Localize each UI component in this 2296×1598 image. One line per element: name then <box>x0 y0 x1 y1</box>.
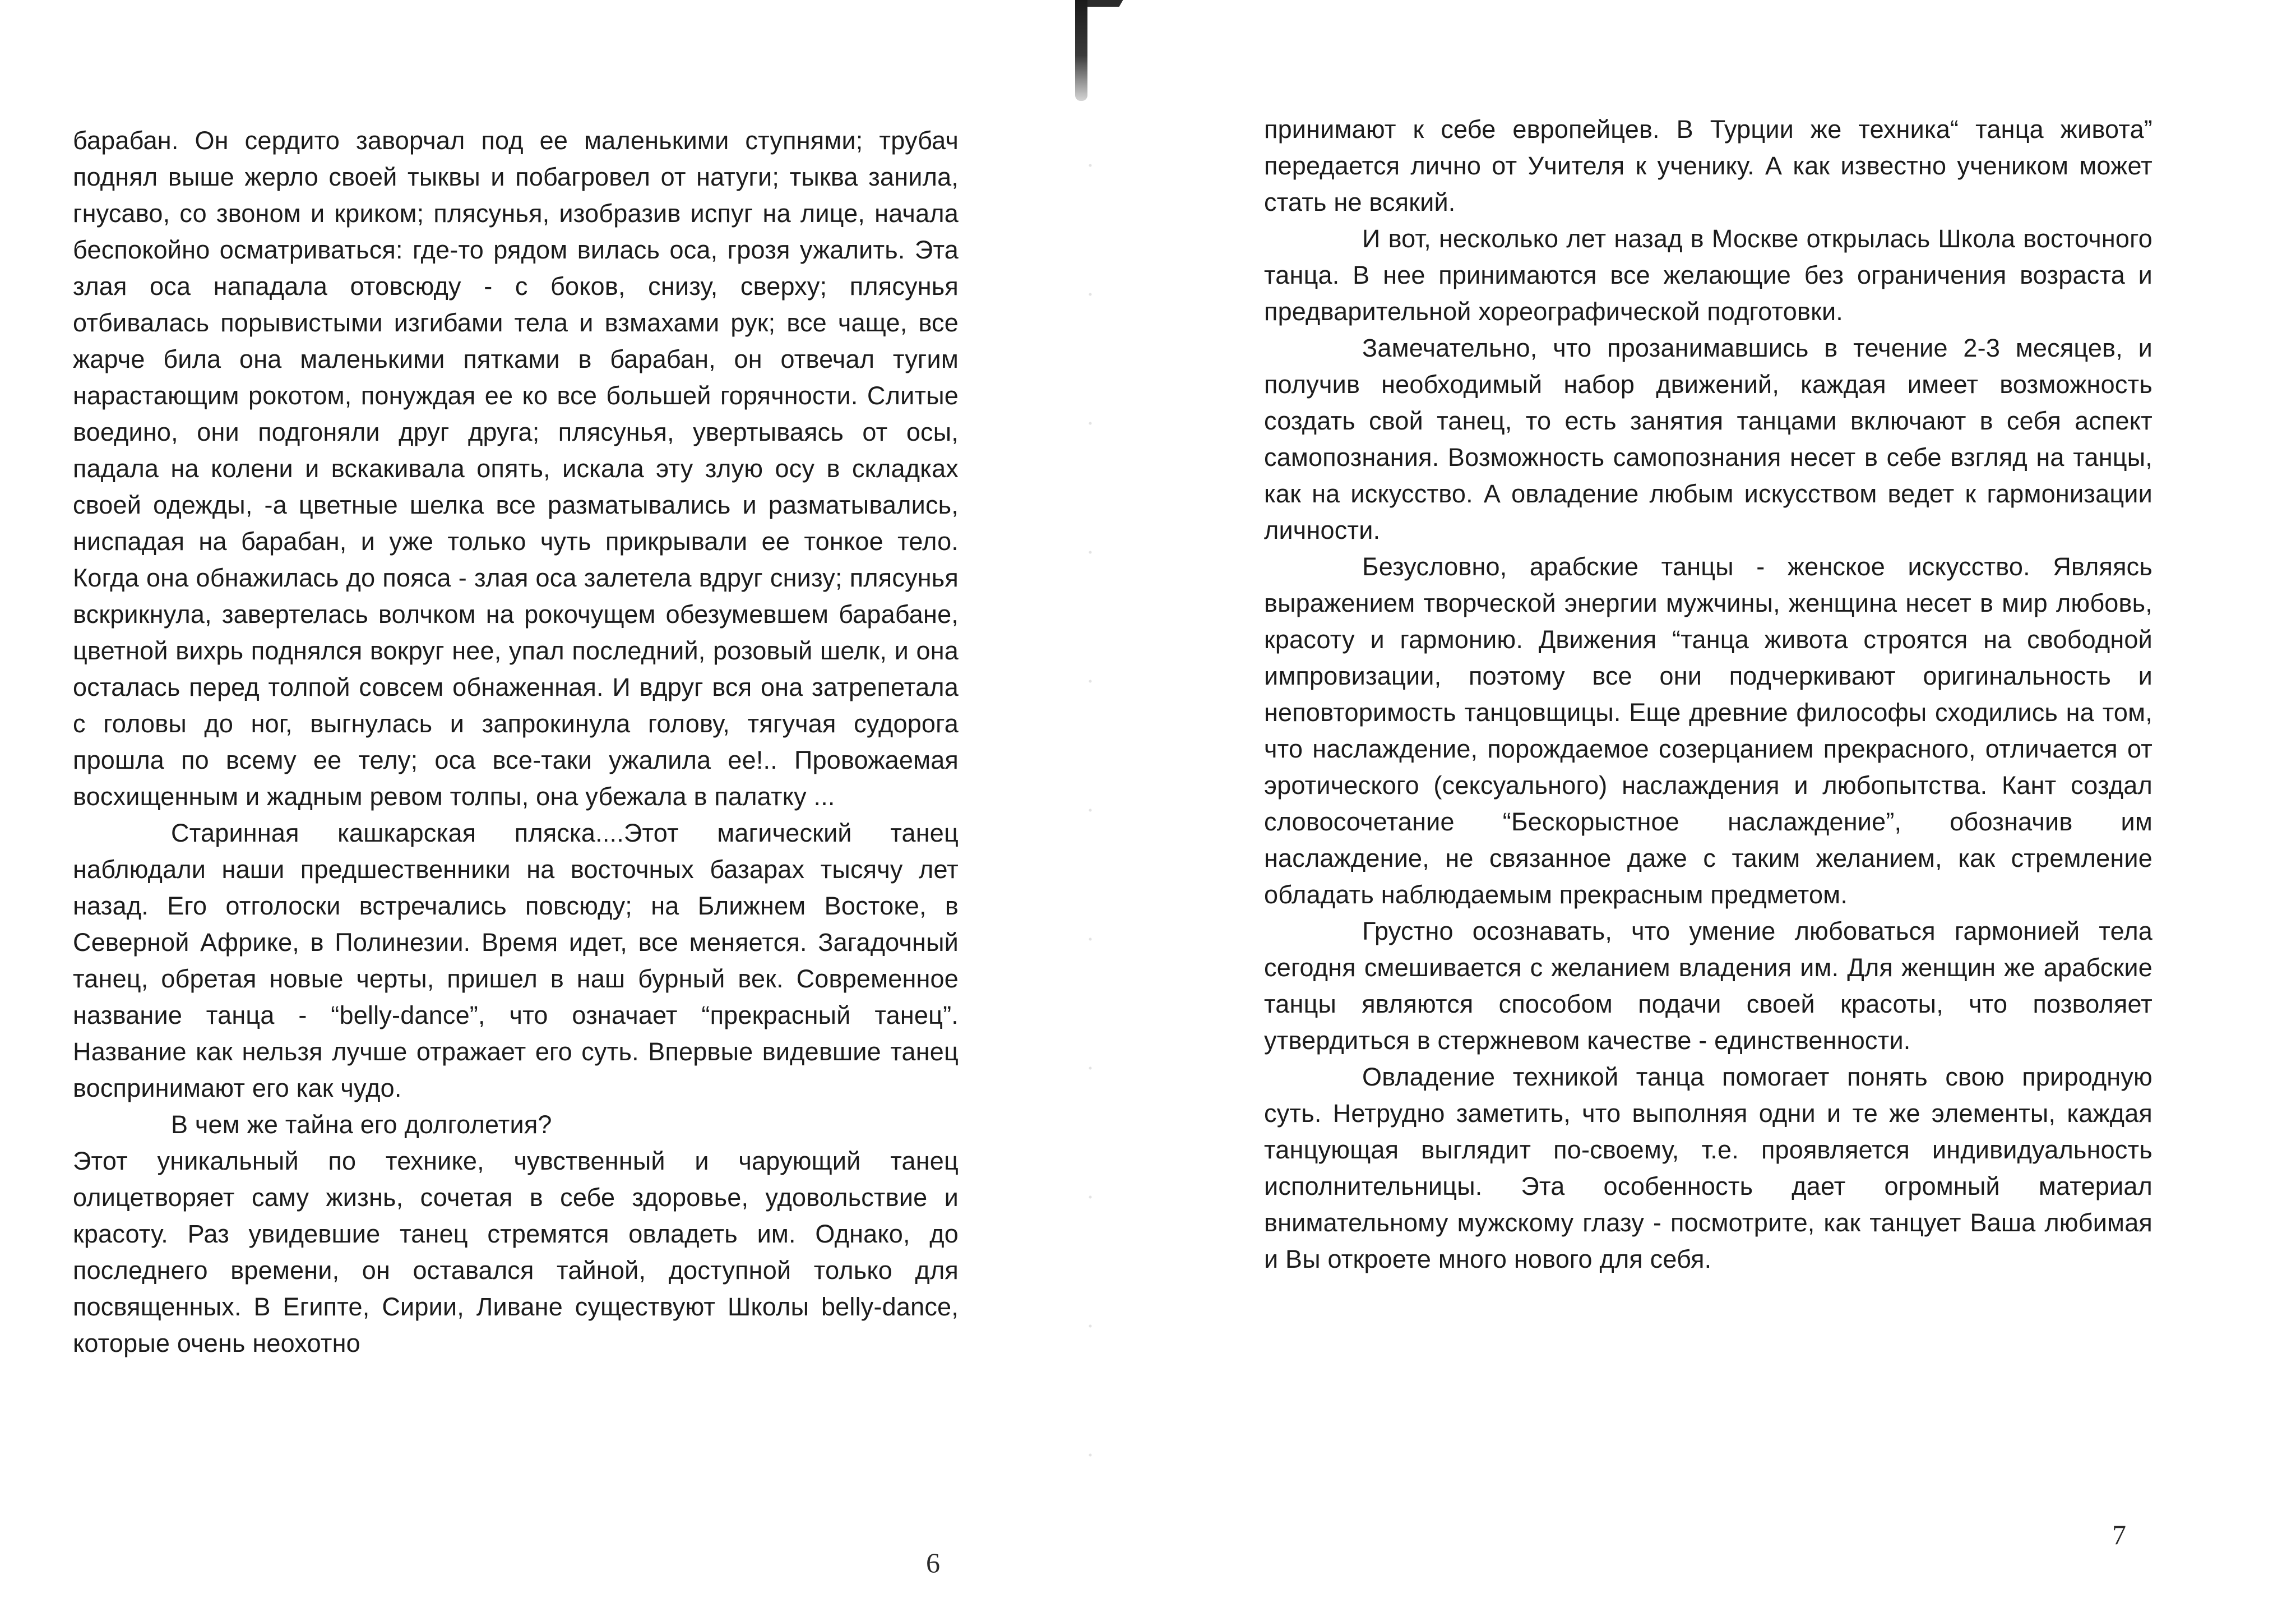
page-number-left: 6 <box>926 1547 940 1578</box>
right-page-text <box>1264 111 2152 1277</box>
scan-specks <box>1079 101 1101 1503</box>
paragraph: барабан. Он сердито заворчал под ее маленькими ступнями; трубач поднял выше жерло своей тыквы и побагровел от натуги; тыква занила, гнусаво, со звоном и криком; плясунья, изобразив испуг на лице, начала беспокойно осматриваться: где-то рядом вилась оса, грозя ужалить. Эта злая оса нападала отовсюду - с боков, снизу, сверху; плясунья отбивалась порывистыми изгибами тела и взмахами рук; все чаще, все жарче била она маленькими пятками в барабан, он отвечал тугим нарастающим рокотом, понуждая ее ко все большей горячности. Слитые воедино, они подгоняли друг друга; плясунья, увертываясь от осы, падала на колени и вскакивала опять, искала эту злую осу в складках своей одежды, -а цветные шелка все разматывались и разматывались, ниспадая на барабан, и уже только чуть прикрывали ее тонкое тело. Когда она обнажилась до пояса - злая оса залетела вдруг снизу; плясунья вскрикнула, завертелась волчком на рокочущем обезумевшем барабане, цветной вихрь поднялся вокруг нее, упал последний, розовый шелк, и она осталась перед толпой совсем обнаженная. И вдруг вся она затрепетала с головы до ног, выгнулась и запрокинула голову, тягучая судорога прошла по всему ее телу; оса все-таки ужалила ее!.. Провожаемая восхищенным и жадным ревом толпы, она убежала в палатку ... <box>73 126 959 811</box>
paragraph: Безусловно, арабские танцы - женское искусство. Являясь выражением творческой энергии мужчины, женщина несет в мир любовь, красоту и гармонию. Движения “танца живота строятся на свободной импровизации, поэтому все они подчеркивают оригинальность и неповторимость танцовщицы. Еще древние философы сходились на том, что наслаждение, порождаемое созерцанием прекрасного, отличается от эротического (сексуального) наслаждения и любопытства. Кант создал словосочетание “Бескорыстное наслаждение”, обозначив им наслаждение, не связанное даже с таким желанием, как стремление обладать наблюдаемым прекрасным предметом. <box>1264 552 2152 909</box>
left-page <box>0 0 1099 1598</box>
paragraph: Этот уникальный по технике, чувственный и чарующий танец олицетворяет саму жизнь, сочетая в себе здоровье, удовольствие и красоту. Раз увидевшие танец стремятся овладеть им. Однако, до последнего времени, он оставался тайной, доступной только для посвященных. В Египте, Сирии, Ливане существуют Школы belly-dance, которые очень неохотно <box>73 1147 959 1357</box>
paragraph: И вот, несколько лет назад в Москве открылась Школа восточного танца. В нее принимаются все желающие без ограничения возраста и предварительной хореографической подготовки. <box>1264 224 2152 326</box>
paragraph: Замечательно, что прозанимавшись в течение 2-3 месяцев, и получив необходимый набор движений, каждая имеет возможность создать свой танец, то есть занятия танцами включают в себя аспект самопознания. Возможность самопознания несет в себе взгляд на танцы, как на искусство. А овладение любым искусством ведет к гармонизации личности. <box>1264 334 2152 544</box>
paragraph: принимают к себе европейцев. В Турции же техника“ танца живота” передается лично от Учителя к ученику. А как известно учеником может стать не всякий. <box>1264 115 2152 216</box>
paragraph: Грустно осознавать, что умение любоваться гармонией тела сегодня смешивается с желанием владения им. Для женщин же арабские танцы являются способом подачи своей красоты, что позволяет утвердиться в стержневом качестве - единственности. <box>1264 917 2152 1055</box>
right-page <box>1121 0 2296 1598</box>
paragraph: Овладение техникой танца помогает понять свою природную суть. Нетрудно заметить, что выполняя одни и те же элементы, каждая танцующая выглядит по-своему, т.е. проявляется индивидуальность исполнительницы. Эта особенность дает огромный материал внимательному мужскому глазу - посмотрите, как танцует Ваша любимая и Вы откроете много нового для себя. <box>1264 1063 2152 1273</box>
page-number-right: 7 <box>2112 1519 2126 1550</box>
left-page-text <box>73 122 959 1361</box>
paragraph: В чем же тайна его долголетия? <box>171 1110 552 1139</box>
paragraph: Старинная кашкарская пляска....Этот магический танец наблюдали наши предшественники на восточных базарах тысячу лет назад. Его отголоски встречались повсюду; на Ближнем Востоке, в Северной Африке, в Полинезии. Время идет, все меняется. Загадочный танец, обретая новые черты, пришел в наш бурный век. Современное название танца - “belly-dance”, что означает “прекрасный танец”. Название как нельзя лучше отражает его суть. Впервые видевшие танец воспринимают его как чудо. <box>73 819 959 1102</box>
binding-mark <box>1075 0 1087 101</box>
